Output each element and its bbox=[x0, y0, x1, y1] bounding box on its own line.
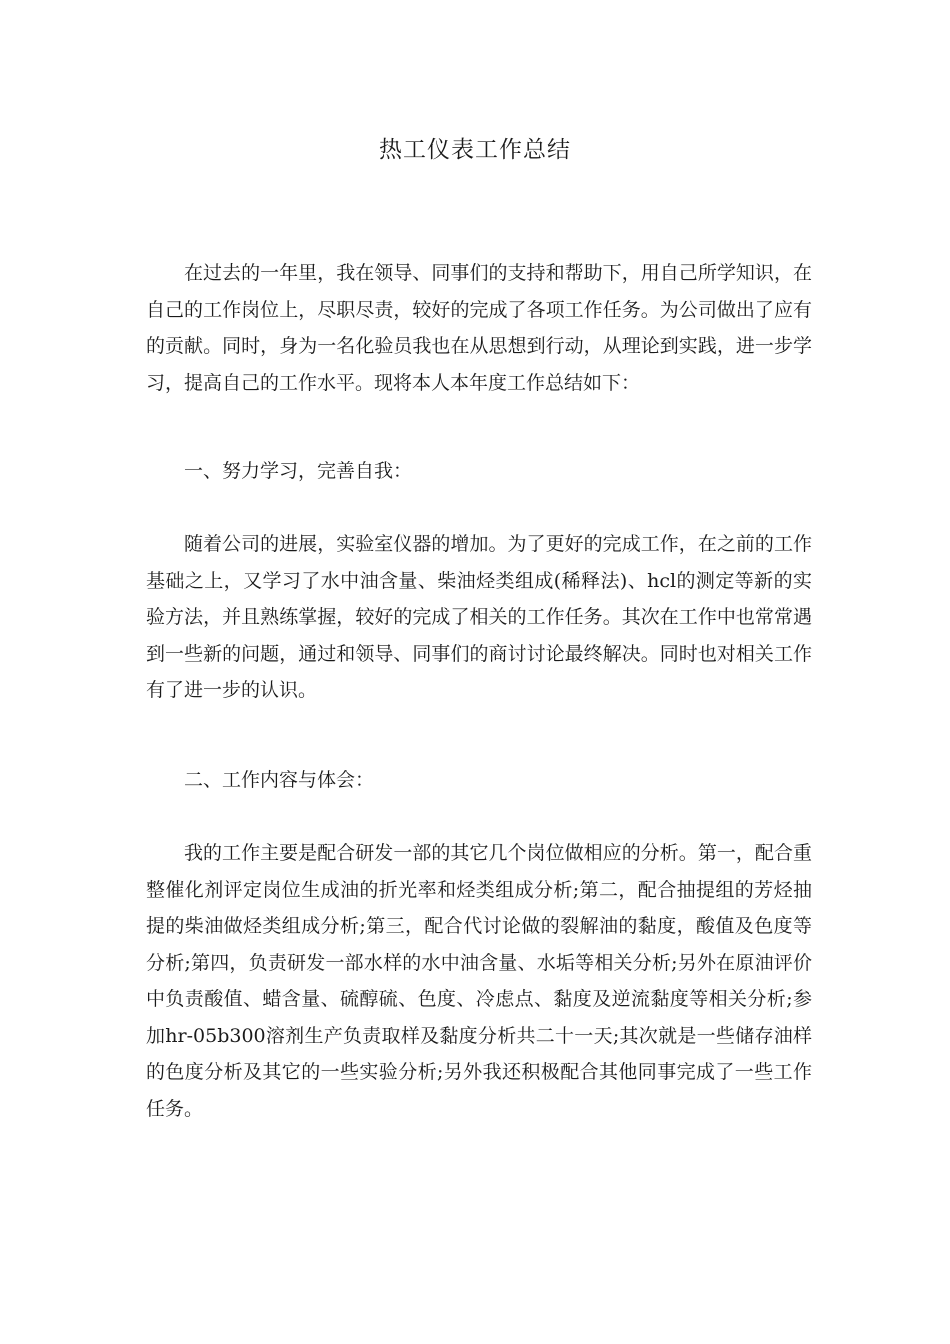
section-heading-1: 一、努力学习，完善自我： bbox=[184, 460, 413, 482]
section-heading-2: 二、工作内容与体会： bbox=[184, 769, 375, 791]
document-title: 热工仪表工作总结 bbox=[379, 137, 571, 163]
intro-paragraph: 在过去的一年里，我在领导、同事们的支持和帮助下，用自己所学知识，在自己的工作岗位上，尽职尽责，较好的完成了各项工作任务。为公司做出了应有的贡献。同时，身为一名化验员我也在从思想到行动，从理论到实践，进一步学习，提高自己的工作水平。现将本人本年度工作总结如下： bbox=[146, 262, 812, 394]
section-2-paragraph: 我的工作主要是配合研发一部的其它几个岗位做相应的分析。第一，配合重整催化剂评定岗位生成油的折光率和烃类组成分析;第二，配合抽提组的芳烃抽提的柴油做烃类组成分析;第三，配合代讨论做的裂解油的黏度，酸值及色度等分析;第四，负责研发一部水样的水中油含量、水垢等相关分析;另外在原油评价中负责酸值、蜡含量、硫醇硫、色度、冷虑点、黏度及逆流黏度等相关分析;参加hr-05b300溶剂生产负责取样及黏度分析共二十一天;其次就是一些储存油样的色度分析及其它的一些实验分析;另外我还积极配合其他同事完成了一些工作任务。 bbox=[146, 842, 812, 1120]
section-1-paragraph: 随着公司的进展，实验室仪器的增加。为了更好的完成工作，在之前的工作基础之上，又学习了水中油含量、柴油烃类组成(稀释法)、hcl的测定等新的实验方法，并且熟练掌握，较好的完成了相关的工作任务。其次在工作中也常常遇到一些新的问题，通过和领导、同事们的商讨讨论最终解决。同时也对相关工作有了进一步的认识。 bbox=[146, 533, 812, 701]
